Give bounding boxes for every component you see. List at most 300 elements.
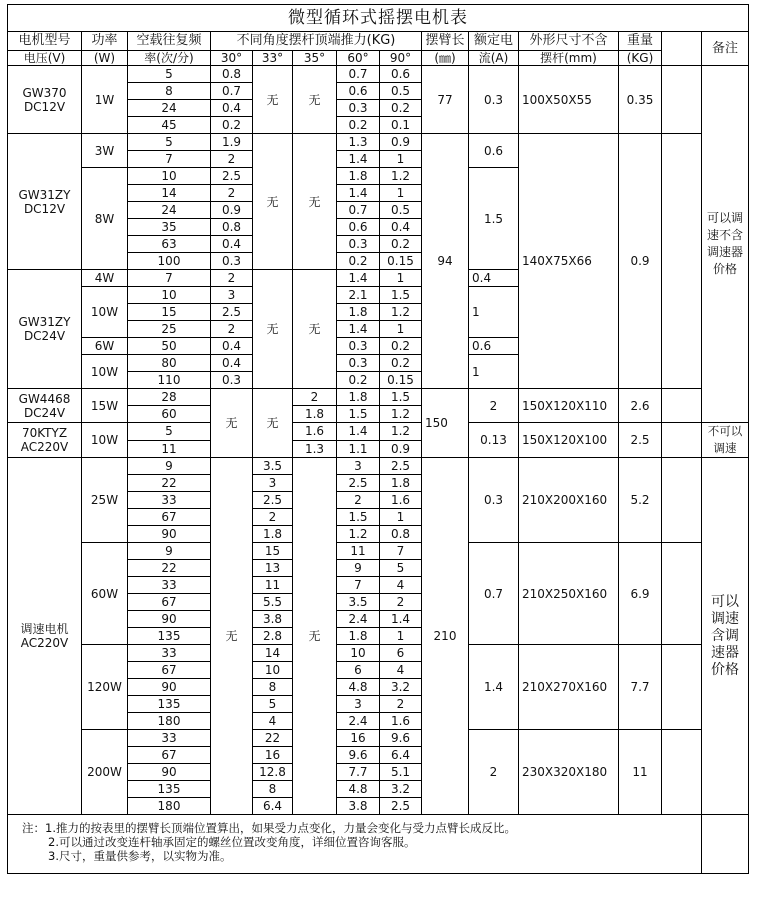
power-cell: 3W	[82, 134, 128, 168]
thrust-a90: 1	[380, 509, 422, 526]
header-size: 外形尺寸不含	[519, 32, 619, 51]
thrust-a90: 1.6	[380, 492, 422, 509]
thrust-none-35: 无	[293, 458, 337, 815]
thrust-none-35: 无	[293, 134, 337, 270]
thrust-a30: 2	[211, 321, 253, 338]
header-thrust: 不同角度摆杆顶端推力(KG)	[211, 32, 422, 51]
power-cell: 1W	[82, 66, 128, 134]
frequency-cell: 80	[128, 355, 211, 372]
remark-cell: 可以调速不含调速器价格	[702, 66, 749, 423]
power-cell: 25W	[82, 458, 128, 543]
thrust-a90: 1.4	[380, 611, 422, 628]
table-row	[8, 730, 749, 747]
frequency-cell: 135	[128, 628, 211, 645]
thrust-a90: 3.2	[380, 679, 422, 696]
thrust-a60: 2.4	[337, 611, 380, 628]
thrust-a33: 6.4	[253, 798, 293, 815]
thrust-a30: 2	[211, 270, 253, 287]
thrust-a60: 0.3	[337, 100, 380, 117]
thrust-a30: 2	[211, 185, 253, 202]
thrust-a60: 0.6	[337, 219, 380, 236]
thrust-a60: 2.5	[337, 475, 380, 492]
thrust-a60: 1.4	[337, 151, 380, 168]
thrust-a33: 1.8	[253, 526, 293, 543]
frequency-cell: 60	[128, 406, 211, 423]
thrust-none-33: 无	[253, 270, 293, 389]
frequency-cell: 67	[128, 509, 211, 526]
table-title: 微型循环式摇摆电机表	[8, 5, 749, 32]
power-cell: 10W	[82, 423, 128, 458]
thrust-a35: 1.3	[293, 440, 337, 458]
thrust-a60: 1.2	[337, 526, 380, 543]
power-cell: 60W	[82, 543, 128, 645]
power-cell: 10W	[82, 287, 128, 338]
thrust-a90: 2	[380, 696, 422, 713]
frequency-cell: 5	[128, 423, 211, 441]
thrust-a30: 3	[211, 287, 253, 304]
thrust-a33: 2.8	[253, 628, 293, 645]
table-row	[8, 458, 749, 475]
model-voltage: DC12V	[23, 99, 66, 114]
thrust-a60: 0.7	[337, 66, 380, 83]
thrust-a33: 3.5	[253, 458, 293, 475]
frequency-cell: 7	[128, 270, 211, 287]
model-voltage: DC24V	[23, 405, 66, 420]
thrust-a90: 2.5	[380, 458, 422, 475]
blank-cell	[662, 645, 702, 730]
weight-cell: 2.6	[619, 389, 662, 423]
weight-cell: 2.5	[619, 423, 662, 458]
weight-cell: 6.9	[619, 543, 662, 645]
thrust-a30: 0.3	[211, 253, 253, 270]
thrust-a90: 1.5	[380, 287, 422, 304]
size-cell: 140X75X66	[519, 134, 619, 389]
thrust-a33: 3.8	[253, 611, 293, 628]
frequency-cell: 67	[128, 662, 211, 679]
motor-spec-sheet	[7, 4, 749, 874]
thrust-a90: 0.2	[380, 236, 422, 253]
frequency-cell: 45	[128, 117, 211, 134]
blank-cell	[662, 458, 702, 543]
thrust-a30: 0.8	[211, 219, 253, 236]
model-cell	[8, 389, 82, 423]
table-row	[8, 645, 749, 662]
weight-cell: 11	[619, 730, 662, 815]
thrust-none-30: 无	[211, 458, 253, 815]
thrust-a30: 0.8	[211, 66, 253, 83]
thrust-a35: 1.6	[293, 423, 337, 441]
header-angle-60: 60°	[337, 51, 380, 66]
thrust-a60: 4.8	[337, 679, 380, 696]
current-cell: 0.13	[469, 423, 519, 458]
weight-cell: 7.7	[619, 645, 662, 730]
frequency-cell: 5	[128, 134, 211, 151]
thrust-a30: 0.2	[211, 117, 253, 134]
frequency-cell: 100	[128, 253, 211, 270]
thrust-a90: 5	[380, 560, 422, 577]
note-line: 3.尺寸，重量供参考，以实物为准。	[48, 849, 232, 863]
thrust-a33: 22	[253, 730, 293, 747]
power-cell: 6W	[82, 338, 128, 355]
size-cell: 210X270X160	[519, 645, 619, 730]
notes-row	[8, 815, 749, 874]
thrust-a60: 0.2	[337, 117, 380, 134]
model-cell	[8, 458, 82, 815]
thrust-none-35: 无	[293, 270, 337, 389]
thrust-a30: 0.4	[211, 236, 253, 253]
remark-cell: 可以调速含调速器价格	[702, 458, 749, 815]
frequency-cell: 35	[128, 219, 211, 236]
thrust-a60: 0.7	[337, 202, 380, 219]
current-cell: 2	[469, 389, 519, 423]
thrust-a33: 8	[253, 781, 293, 798]
thrust-a60: 2	[337, 492, 380, 509]
thrust-a90: 1	[380, 628, 422, 645]
thrust-a90: 1.2	[380, 423, 422, 441]
model-cell	[8, 423, 82, 458]
thrust-a60: 6	[337, 662, 380, 679]
header-frequency-unit: 率(次/分)	[128, 51, 211, 66]
thrust-a90: 4	[380, 577, 422, 594]
thrust-a90: 0.5	[380, 202, 422, 219]
thrust-a33: 8	[253, 679, 293, 696]
thrust-a33: 5	[253, 696, 293, 713]
remark-cell: 不可以调速	[702, 423, 749, 458]
frequency-cell: 15	[128, 304, 211, 321]
thrust-a90: 0.4	[380, 219, 422, 236]
power-cell: 15W	[82, 389, 128, 423]
thrust-a60: 1.8	[337, 168, 380, 185]
frequency-cell: 50	[128, 338, 211, 355]
model-name: GW370	[22, 85, 67, 100]
thrust-a90: 4	[380, 662, 422, 679]
thrust-a30: 0.4	[211, 355, 253, 372]
thrust-a60: 0.3	[337, 338, 380, 355]
header-angle-33: 33°	[253, 51, 293, 66]
thrust-a90: 0.9	[380, 440, 422, 458]
thrust-a90: 0.8	[380, 526, 422, 543]
thrust-a90: 1.5	[380, 389, 422, 406]
thrust-a60: 0.2	[337, 253, 380, 270]
thrust-none-33: 无	[253, 66, 293, 134]
header-arm: 摆臂长	[422, 32, 469, 51]
thrust-a33: 3	[253, 475, 293, 492]
size-cell: 210X250X160	[519, 543, 619, 645]
model-name: GW31ZY	[18, 315, 71, 329]
header-arm-unit: (㎜)	[422, 51, 469, 66]
header-angle-90: 90°	[380, 51, 422, 66]
size-cell: 150X120X100	[519, 423, 619, 458]
thrust-a60: 3	[337, 696, 380, 713]
arm-cell: 77	[422, 66, 469, 134]
frequency-cell: 90	[128, 679, 211, 696]
thrust-a90: 1.2	[380, 304, 422, 321]
model-name: GW31ZY	[18, 187, 71, 202]
thrust-a90: 0.2	[380, 100, 422, 117]
frequency-cell: 180	[128, 713, 211, 730]
thrust-none-33: 无	[253, 389, 293, 458]
power-cell: 4W	[82, 270, 128, 287]
table-row	[8, 543, 749, 560]
header-current: 额定电	[469, 32, 519, 51]
thrust-a60: 9.6	[337, 747, 380, 764]
frequency-cell: 90	[128, 526, 211, 543]
arm-cell: 94	[422, 134, 469, 389]
arm-cell: 150	[422, 389, 469, 458]
current-cell: 1	[469, 355, 519, 389]
thrust-a60: 2.1	[337, 287, 380, 304]
frequency-cell: 90	[128, 611, 211, 628]
header-angle-35: 35°	[293, 51, 337, 66]
weight-cell: 0.9	[619, 134, 662, 389]
size-cell: 210X200X160	[519, 458, 619, 543]
thrust-a60: 7.7	[337, 764, 380, 781]
thrust-a90: 0.5	[380, 83, 422, 100]
thrust-a33: 10	[253, 662, 293, 679]
thrust-none-30: 无	[211, 389, 253, 458]
thrust-a30: 1.9	[211, 134, 253, 151]
header-power-unit: (W)	[82, 51, 128, 66]
model-voltage: AC220V	[20, 440, 69, 454]
thrust-a60: 7	[337, 577, 380, 594]
blank-cell	[662, 66, 702, 134]
thrust-a90: 1	[380, 185, 422, 202]
frequency-cell: 67	[128, 747, 211, 764]
thrust-a60: 3.5	[337, 594, 380, 611]
thrust-a33: 2.5	[253, 492, 293, 509]
table-row	[8, 134, 749, 151]
model-voltage: DC12V	[23, 201, 66, 216]
frequency-cell: 24	[128, 100, 211, 117]
blank-cell	[662, 423, 702, 458]
thrust-a60: 10	[337, 645, 380, 662]
thrust-a60: 4.8	[337, 781, 380, 798]
frequency-cell: 22	[128, 560, 211, 577]
model-cell	[8, 66, 82, 134]
size-cell: 150X120X110	[519, 389, 619, 423]
current-cell: 0.4	[469, 270, 519, 287]
weight-cell: 0.35	[619, 66, 662, 134]
current-cell: 0.6	[469, 338, 519, 355]
header-voltage: 电压(V)	[8, 51, 82, 66]
thrust-a60: 0.3	[337, 236, 380, 253]
frequency-cell: 9	[128, 458, 211, 475]
model-voltage: DC24V	[23, 329, 66, 343]
thrust-a60: 3.8	[337, 798, 380, 815]
header-blank	[662, 32, 702, 66]
thrust-a33: 12.8	[253, 764, 293, 781]
thrust-a60: 9	[337, 560, 380, 577]
note-line: 注：1.推力的按表里的摆臂长顶端位置算出，如果受力点变化，力量会变化与受力点臂长成反比。	[22, 821, 516, 835]
thrust-a90: 6.4	[380, 747, 422, 764]
header-size-unit: 摆杆(mm)	[519, 51, 619, 66]
thrust-a60: 3	[337, 458, 380, 475]
table-row	[8, 66, 749, 83]
thrust-a60: 1.5	[337, 509, 380, 526]
frequency-cell: 135	[128, 696, 211, 713]
thrust-a90: 0.2	[380, 355, 422, 372]
model-name: GW4468	[18, 391, 71, 406]
thrust-a60: 1.3	[337, 134, 380, 151]
thrust-a30: 0.7	[211, 83, 253, 100]
power-cell: 8W	[82, 168, 128, 270]
thrust-a90: 0.9	[380, 134, 422, 151]
thrust-a60: 1.8	[337, 304, 380, 321]
thrust-a90: 1.8	[380, 475, 422, 492]
thrust-a90: 1	[380, 270, 422, 287]
current-cell: 0.3	[469, 66, 519, 134]
thrust-a60: 11	[337, 543, 380, 560]
frequency-cell: 33	[128, 492, 211, 509]
thrust-a30: 0.4	[211, 100, 253, 117]
thrust-a60: 1.8	[337, 628, 380, 645]
weight-cell: 5.2	[619, 458, 662, 543]
current-cell: 0.3	[469, 458, 519, 543]
current-cell: 1	[469, 287, 519, 338]
thrust-a90: 0.6	[380, 66, 422, 83]
frequency-cell: 135	[128, 781, 211, 798]
frequency-cell: 25	[128, 321, 211, 338]
arm-cell: 210	[422, 458, 469, 815]
thrust-a33: 2	[253, 509, 293, 526]
thrust-a60: 1.5	[337, 406, 380, 423]
thrust-a33: 13	[253, 560, 293, 577]
thrust-a60: 1.4	[337, 321, 380, 338]
thrust-a90: 1	[380, 321, 422, 338]
table-row	[8, 389, 749, 406]
header-remark: 备注	[702, 32, 749, 66]
header-weight-unit: (KG)	[619, 51, 662, 66]
notes-side-cell	[702, 815, 749, 874]
thrust-a30: 0.4	[211, 338, 253, 355]
thrust-a60: 0.2	[337, 372, 380, 389]
thrust-a60: 1.4	[337, 423, 380, 441]
frequency-cell: 67	[128, 594, 211, 611]
thrust-a90: 2	[380, 594, 422, 611]
frequency-cell: 5	[128, 66, 211, 83]
thrust-a33: 5.5	[253, 594, 293, 611]
frequency-cell: 28	[128, 389, 211, 406]
thrust-a90: 6	[380, 645, 422, 662]
thrust-a30: 2	[211, 151, 253, 168]
frequency-cell: 33	[128, 730, 211, 747]
power-cell: 200W	[82, 730, 128, 815]
thrust-a90: 0.2	[380, 338, 422, 355]
model-name: 调速电机	[20, 622, 69, 636]
frequency-cell: 110	[128, 372, 211, 389]
thrust-a90: 2.5	[380, 798, 422, 815]
frequency-cell: 33	[128, 645, 211, 662]
thrust-a33: 11	[253, 577, 293, 594]
frequency-cell: 14	[128, 185, 211, 202]
note-line: 2.可以通过改变连杆轴承固定的螺丝位置改变角度，详细位置咨询客服。	[48, 835, 416, 849]
current-cell: 0.6	[469, 134, 519, 168]
frequency-cell: 8	[128, 83, 211, 100]
model-cell	[8, 134, 82, 270]
thrust-a60: 0.6	[337, 83, 380, 100]
thrust-a90: 3.2	[380, 781, 422, 798]
thrust-a60: 1.8	[337, 389, 380, 406]
thrust-a90: 0.15	[380, 372, 422, 389]
thrust-a33: 15	[253, 543, 293, 560]
thrust-a60: 2.4	[337, 713, 380, 730]
thrust-none-35: 无	[293, 66, 337, 134]
frequency-cell: 22	[128, 475, 211, 492]
frequency-cell: 10	[128, 287, 211, 304]
header-power: 功率	[82, 32, 128, 51]
current-cell: 2	[469, 730, 519, 815]
blank-cell	[662, 389, 702, 423]
model-name: 70KTYZ	[21, 426, 68, 440]
frequency-cell: 9	[128, 543, 211, 560]
frequency-cell: 7	[128, 151, 211, 168]
header-frequency: 空载往复频	[128, 32, 211, 51]
blank-cell	[662, 543, 702, 645]
power-cell: 10W	[82, 355, 128, 389]
thrust-a60: 1.4	[337, 270, 380, 287]
thrust-a60: 1.4	[337, 185, 380, 202]
frequency-cell: 24	[128, 202, 211, 219]
thrust-a35: 1.8	[293, 406, 337, 423]
thrust-a33: 16	[253, 747, 293, 764]
frequency-cell: 63	[128, 236, 211, 253]
blank-cell	[662, 134, 702, 389]
thrust-a90: 7	[380, 543, 422, 560]
spec-table	[7, 4, 749, 874]
thrust-a90: 5.1	[380, 764, 422, 781]
thrust-a30: 2.5	[211, 304, 253, 321]
thrust-a90: 0.1	[380, 117, 422, 134]
frequency-cell: 10	[128, 168, 211, 185]
power-cell: 120W	[82, 645, 128, 730]
notes-cell	[8, 815, 702, 874]
thrust-a90: 1.2	[380, 168, 422, 185]
table-row	[8, 423, 749, 441]
thrust-a35: 2	[293, 389, 337, 406]
size-cell: 100X50X55	[519, 66, 619, 134]
current-cell: 0.7	[469, 543, 519, 645]
thrust-a90: 1.2	[380, 406, 422, 423]
thrust-a60: 0.3	[337, 355, 380, 372]
frequency-cell: 90	[128, 764, 211, 781]
current-cell: 1.5	[469, 168, 519, 270]
current-cell: 1.4	[469, 645, 519, 730]
frequency-cell: 180	[128, 798, 211, 815]
frequency-cell: 33	[128, 577, 211, 594]
header-weight: 重量	[619, 32, 662, 51]
size-cell: 230X320X180	[519, 730, 619, 815]
model-cell	[8, 270, 82, 389]
header-current-unit: 流(A)	[469, 51, 519, 66]
blank-cell	[662, 730, 702, 815]
header-model: 电机型号	[8, 32, 82, 51]
thrust-a90: 1.6	[380, 713, 422, 730]
thrust-none-33: 无	[253, 134, 293, 270]
thrust-a30: 2.5	[211, 168, 253, 185]
thrust-a60: 1.1	[337, 440, 380, 458]
thrust-a90: 9.6	[380, 730, 422, 747]
header-angle-30: 30°	[211, 51, 253, 66]
thrust-a30: 0.9	[211, 202, 253, 219]
model-voltage: AC220V	[20, 636, 69, 650]
thrust-a60: 16	[337, 730, 380, 747]
frequency-cell: 11	[128, 440, 211, 458]
thrust-a90: 0.15	[380, 253, 422, 270]
thrust-a90: 1	[380, 151, 422, 168]
thrust-a33: 4	[253, 713, 293, 730]
thrust-a30: 0.3	[211, 372, 253, 389]
thrust-a33: 14	[253, 645, 293, 662]
